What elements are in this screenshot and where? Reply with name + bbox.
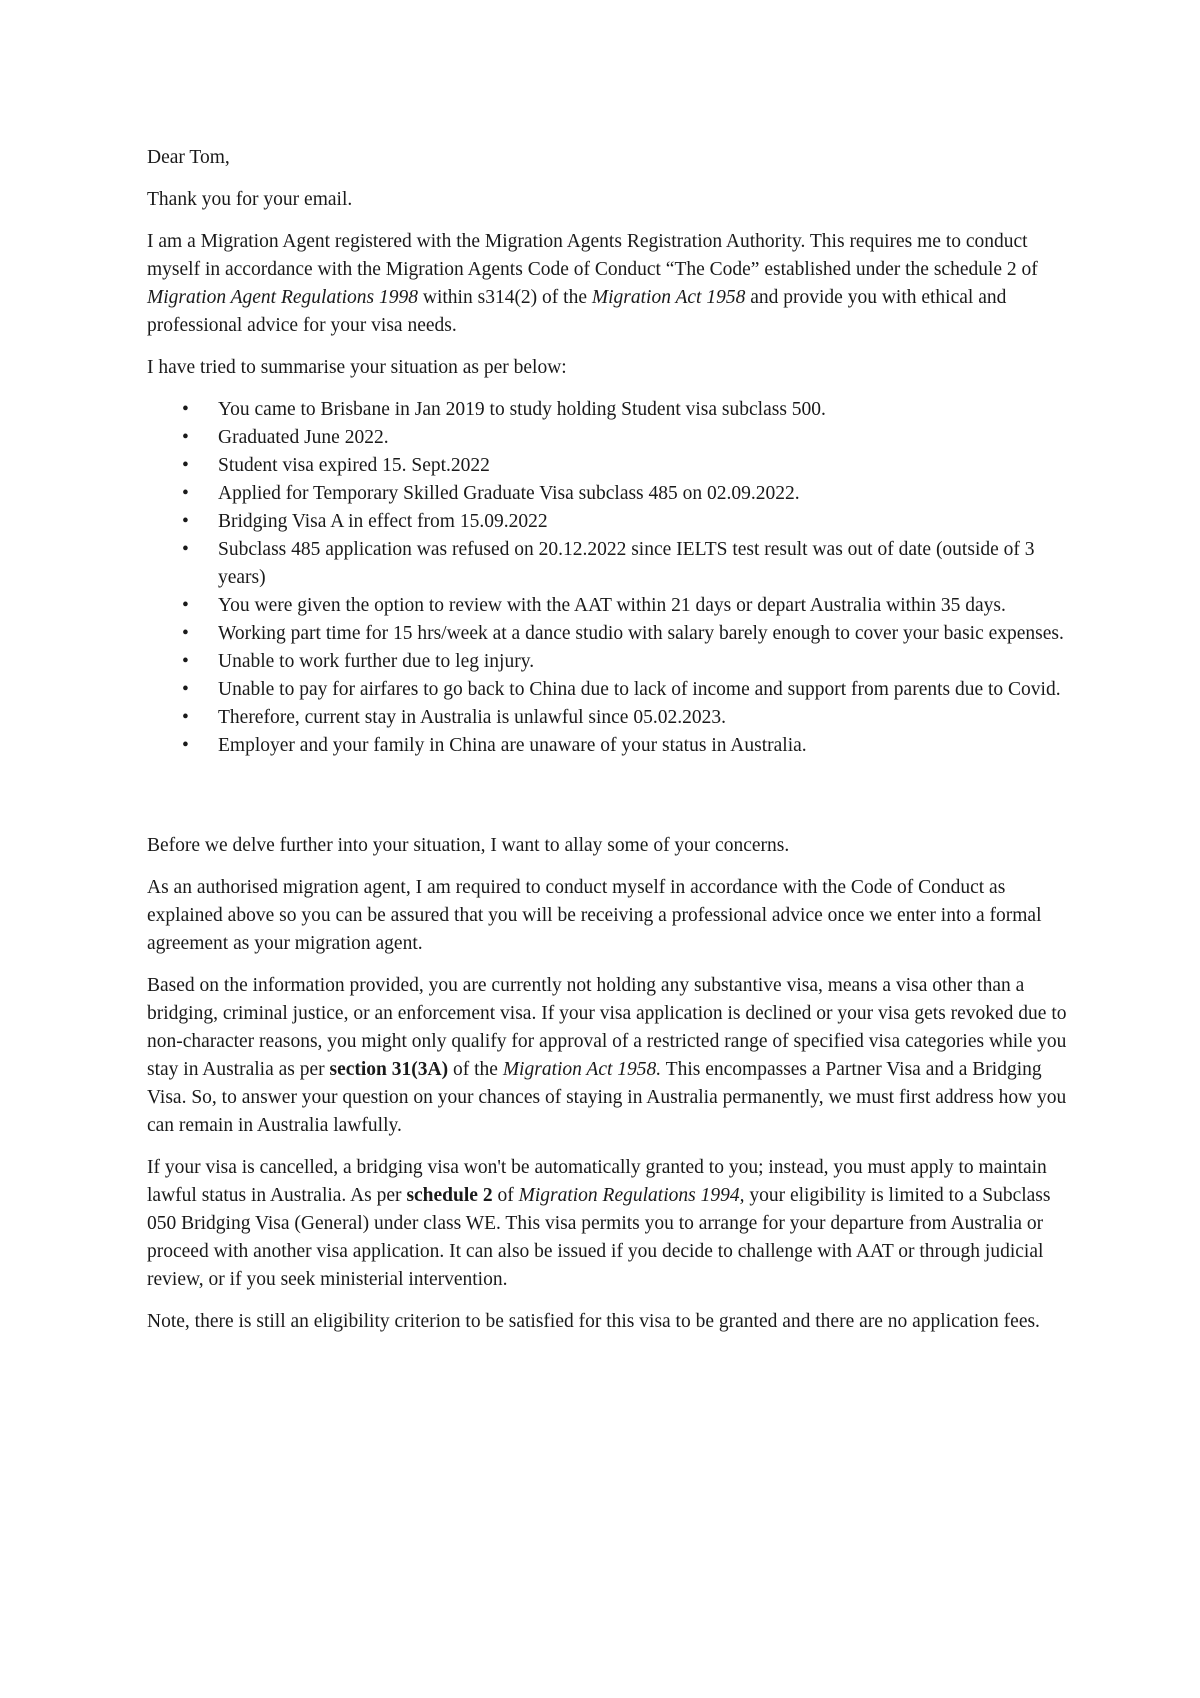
summary-list <box>147 396 1067 760</box>
list-item-text: Unable to pay for airfares to go back to China due to lack of income and support from parents due to Covid. <box>218 679 1061 700</box>
bullet-icon: • <box>182 511 189 532</box>
bullet-icon: • <box>182 651 189 672</box>
bullet-icon: • <box>182 399 189 420</box>
act-citation: Migration Act 1958. <box>502 1059 662 1080</box>
summary-lead: I have tried to summarise your situation as per below: <box>147 357 567 378</box>
salutation: Dear Tom, <box>147 147 230 168</box>
list-item <box>182 424 1067 452</box>
thanks-paragraph: Thank you for your email. <box>147 189 353 210</box>
list-item <box>182 648 1067 676</box>
list-item <box>182 704 1067 732</box>
list-item-text: You were given the option to review with the AAT within 21 days or depart Australia within 35 days. <box>218 595 1006 616</box>
intro-paragraph <box>147 228 1067 340</box>
cancelled-text-1: If your visa is cancelled, a bridging visa won't be automatically granted to you; instead, you must apply to maintain lawful status in Australia. As per <box>147 1157 1047 1206</box>
cancelled-text-3: your eligibility is limited to a Subclass 050 Bridging Visa (General) under class WE. This visa permits you to arrange for your departure from Australia or proceed with another visa application. It can also be issued if you decide to challenge with AAT or through judicial review, or if you seek ministerial intervention. <box>147 1185 1051 1290</box>
list-item <box>182 592 1067 620</box>
list-item-text: Graduated June 2022. <box>218 427 389 448</box>
schedule-citation: schedule 2 <box>406 1185 493 1206</box>
intro-text-1: I am a Migration Agent registered with the Migration Agents Registration Authority. This requires me to conduct myself in accordance with the Migration Agents Code of Conduct “The Code” established under the schedule 2 of <box>147 231 1038 280</box>
list-item <box>182 536 1067 592</box>
list-item-text: Student visa expired 15. Sept.2022 <box>218 455 490 476</box>
list-item-text: Unable to work further due to leg injury. <box>218 651 535 672</box>
bullet-icon: • <box>182 679 189 700</box>
list-item <box>182 620 1067 648</box>
bullet-icon: • <box>182 595 189 616</box>
list-item-text: Working part time for 15 hrs/week at a dance studio with salary barely enough to cover your basic expenses. <box>218 623 1064 644</box>
substantive-text-1: Based on the information provided, you are currently not holding any substantive visa, means a visa other than a bridging, criminal justice, or an enforcement visa. If your visa application is declined or your visa gets revoked due to non-character reasons, you might only qualify for approval of a restricted range of specified visa categories while you stay in Australia as per <box>147 975 1067 1080</box>
list-item <box>182 452 1067 480</box>
list-item-text: Bridging Visa A in effect from 15.09.2022 <box>218 511 548 532</box>
bullet-icon: • <box>182 735 189 756</box>
bullet-icon: • <box>182 427 189 448</box>
note-paragraph: Note, there is still an eligibility criterion to be satisfied for this visa to be granted and there are no application fees. <box>147 1311 1040 1332</box>
bullet-icon: • <box>182 623 189 644</box>
list-item-text: Subclass 485 application was refused on 20.12.2022 since IELTS test result was out of date (outside of 3 years) <box>218 539 1035 588</box>
bullet-icon: • <box>182 455 189 476</box>
bullet-icon: • <box>182 539 189 560</box>
substantive-text-3: This encompasses a Partner Visa and a Bridging Visa. So, to answer your question on your chances of staying in Australia permanently, we must first address how you can remain in Australia lawfully. <box>147 1059 1067 1136</box>
intro-text-3: and provide you with ethical and professional advice for your visa needs. <box>147 287 1007 336</box>
list-item <box>182 508 1067 536</box>
section-citation: section 31(3A) <box>329 1059 449 1080</box>
list-item <box>182 732 1067 760</box>
regulations-citation: Migration Agent Regulations 1998 <box>147 287 419 308</box>
substantive-visa-paragraph <box>147 972 1067 1140</box>
regulations-citation: Migration Regulations 1994, <box>518 1185 745 1206</box>
list-item <box>182 676 1067 704</box>
list-item <box>182 396 1067 424</box>
list-item-text: Therefore, current stay in Australia is unlawful since 05.02.2023. <box>218 707 726 728</box>
intro-text-2: within s314(2) of the <box>418 287 592 308</box>
cancelled-visa-paragraph <box>147 1154 1067 1294</box>
list-item-text: You came to Brisbane in Jan 2019 to study holding Student visa subclass 500. <box>218 399 826 420</box>
list-item <box>182 480 1067 508</box>
list-item-text: Employer and your family in China are unaware of your status in Australia. <box>218 735 807 756</box>
bullet-icon: • <box>182 483 189 504</box>
act-citation: Migration Act 1958 <box>591 287 746 308</box>
bullet-icon: • <box>182 707 189 728</box>
section-spacer <box>147 774 1067 832</box>
cancelled-text-2: of <box>492 1185 519 1206</box>
code-of-conduct-paragraph: As an authorised migration agent, I am required to conduct myself in accordance with the Code of Conduct as explained above so you can be assured that you will be receiving a professional advice once we enter into a formal agreement as your migration agent. <box>147 877 1042 954</box>
list-item-text: Applied for Temporary Skilled Graduate Visa subclass 485 on 02.09.2022. <box>218 483 800 504</box>
substantive-text-2: of the <box>448 1059 503 1080</box>
letter-body <box>147 144 1067 1350</box>
concerns-paragraph: Before we delve further into your situation, I want to allay some of your concerns. <box>147 835 790 856</box>
